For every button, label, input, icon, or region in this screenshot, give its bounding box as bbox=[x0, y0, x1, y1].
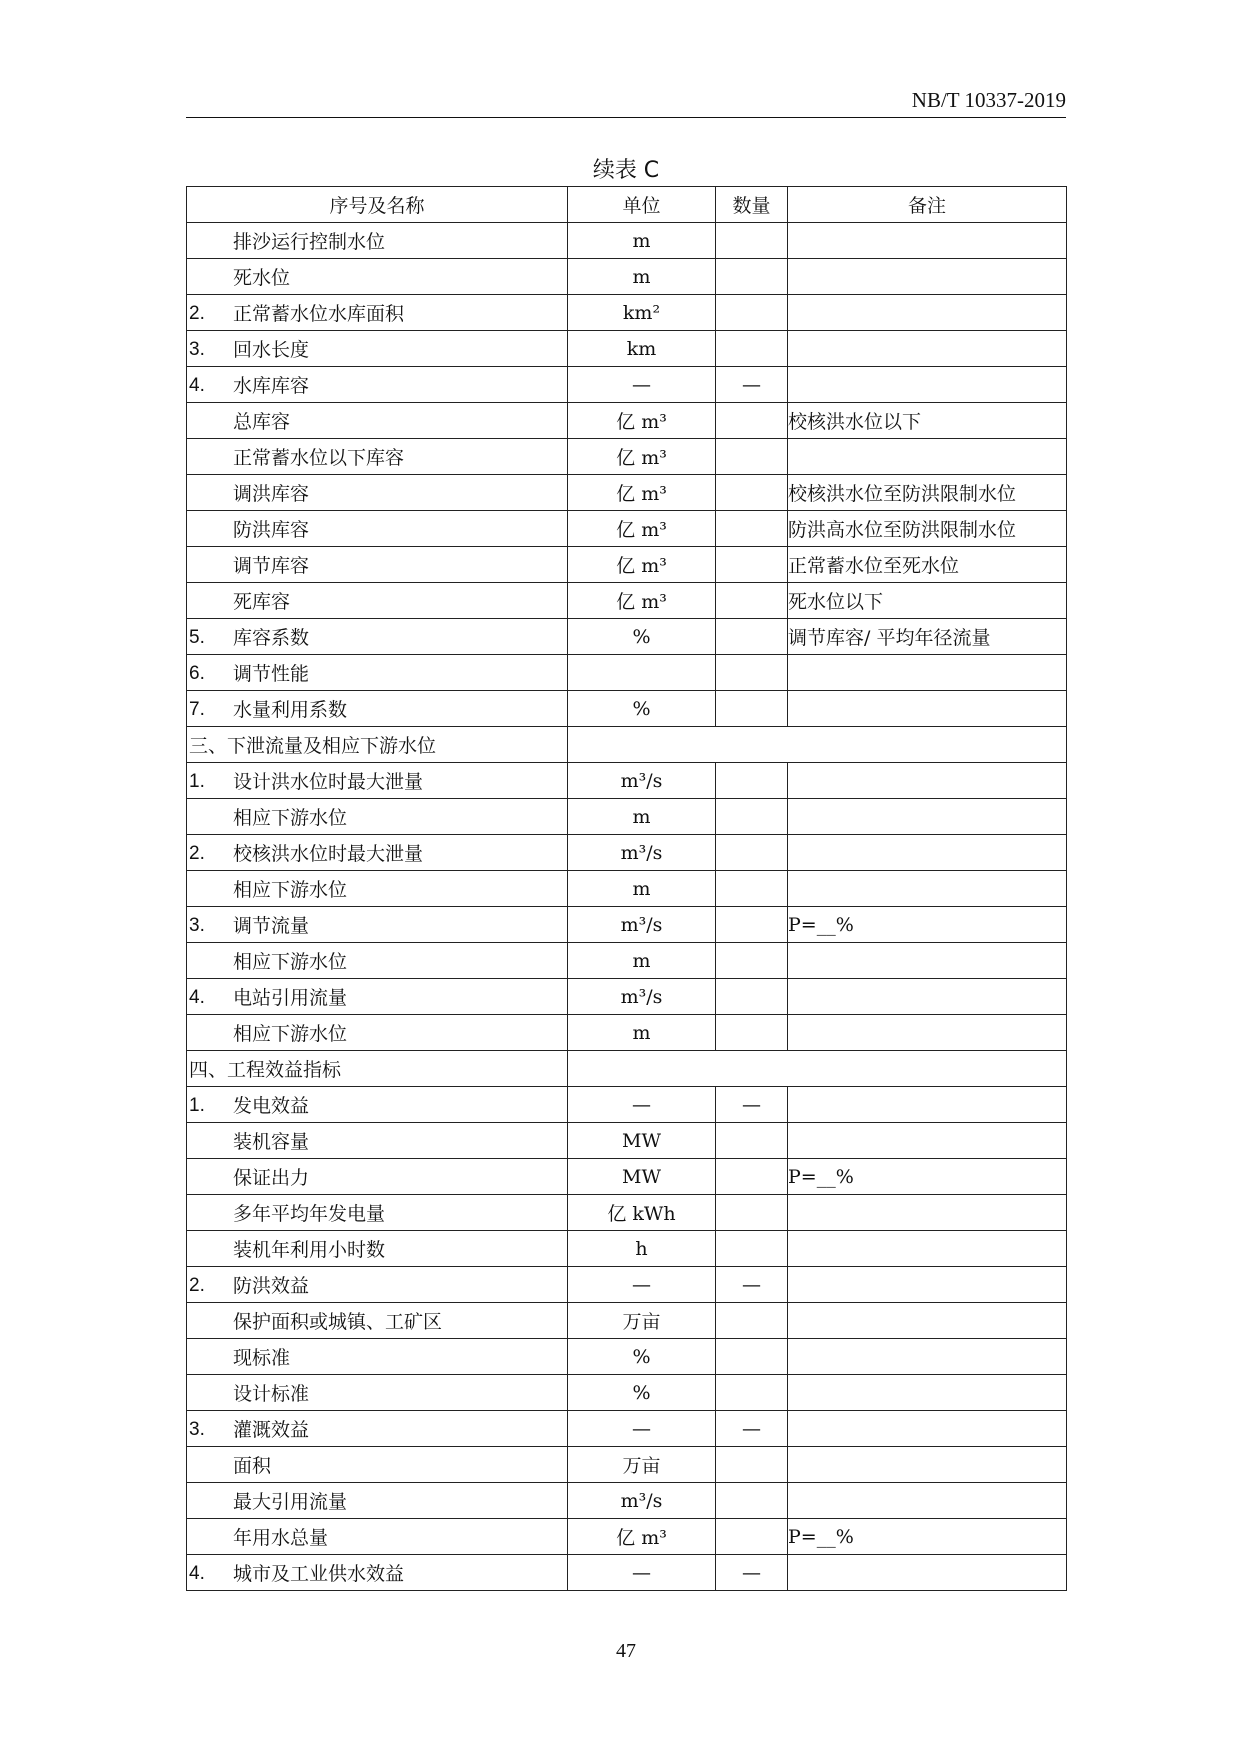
note-cell bbox=[788, 943, 1067, 979]
section-empty-cell bbox=[568, 1051, 1067, 1087]
item-name: 多年平均年发电量 bbox=[233, 1203, 386, 1225]
item-name-cell bbox=[187, 1231, 568, 1267]
unit-cell: 万亩 bbox=[568, 1303, 716, 1339]
note-cell bbox=[788, 763, 1067, 799]
table-row bbox=[187, 259, 1067, 295]
quantity-cell bbox=[716, 1195, 788, 1231]
quantity-cell: — bbox=[716, 367, 788, 403]
table-row bbox=[187, 475, 1067, 511]
note-cell bbox=[788, 871, 1067, 907]
item-name-cell bbox=[187, 403, 568, 439]
item-number: 1. bbox=[189, 1095, 205, 1116]
item-number: 4. bbox=[189, 987, 205, 1008]
item-name: 设计洪水位时最大泄量 bbox=[233, 771, 424, 793]
unit-cell: 亿 m³ bbox=[568, 547, 716, 583]
note-cell bbox=[788, 1231, 1067, 1267]
header-note: 备注 bbox=[788, 187, 1067, 223]
unit-cell: — bbox=[568, 1087, 716, 1123]
note-cell bbox=[788, 331, 1067, 367]
item-name-cell bbox=[187, 1555, 568, 1591]
item-name-cell bbox=[187, 439, 568, 475]
note-cell bbox=[788, 1015, 1067, 1051]
section-title: 三、下泄流量及相应下游水位 bbox=[189, 735, 437, 757]
table-row bbox=[187, 1231, 1067, 1267]
item-number: 4. bbox=[189, 1563, 205, 1584]
note-cell bbox=[788, 1303, 1067, 1339]
header-name: 序号及名称 bbox=[187, 187, 568, 223]
table-row bbox=[187, 1159, 1067, 1195]
item-name: 调节性能 bbox=[233, 663, 310, 685]
item-name-cell bbox=[187, 1375, 568, 1411]
table-row bbox=[187, 1267, 1067, 1303]
item-name: 正常蓄水位水库面积 bbox=[233, 303, 405, 325]
note-cell bbox=[788, 1123, 1067, 1159]
item-name: 城市及工业供水效益 bbox=[233, 1563, 405, 1585]
quantity-cell: — bbox=[716, 1087, 788, 1123]
note-cell bbox=[788, 1411, 1067, 1447]
item-name: 回水长度 bbox=[233, 339, 310, 361]
unit-cell: m³/s bbox=[568, 763, 716, 799]
note-cell: P=__% bbox=[788, 1159, 1067, 1195]
unit-cell: 亿 kWh bbox=[568, 1195, 716, 1231]
item-name-cell bbox=[187, 763, 568, 799]
unit-cell: 亿 m³ bbox=[568, 511, 716, 547]
item-name: 库容系数 bbox=[233, 627, 310, 649]
note-cell bbox=[788, 1447, 1067, 1483]
unit-cell: 亿 m³ bbox=[568, 583, 716, 619]
item-number: 3. bbox=[189, 339, 205, 360]
table-row bbox=[187, 223, 1067, 259]
item-name: 死库容 bbox=[233, 591, 291, 613]
note-cell bbox=[788, 1267, 1067, 1303]
item-name-cell bbox=[187, 1123, 568, 1159]
item-name-cell bbox=[187, 295, 568, 331]
quantity-cell bbox=[716, 547, 788, 583]
table-row bbox=[187, 367, 1067, 403]
item-name: 水量利用系数 bbox=[233, 699, 348, 721]
item-name-cell bbox=[187, 1267, 568, 1303]
note-cell: 校核洪水位以下 bbox=[788, 403, 1067, 439]
unit-cell: — bbox=[568, 1555, 716, 1591]
item-name: 设计标准 bbox=[233, 1383, 310, 1405]
item-name: 装机容量 bbox=[233, 1131, 310, 1153]
table-row bbox=[187, 691, 1067, 727]
quantity-cell bbox=[716, 691, 788, 727]
item-name-cell bbox=[187, 1483, 568, 1519]
item-name-cell bbox=[187, 835, 568, 871]
item-name: 灌溉效益 bbox=[233, 1419, 310, 1441]
table-row bbox=[187, 1303, 1067, 1339]
note-cell: 校核洪水位至防洪限制水位 bbox=[788, 475, 1067, 511]
item-name-cell bbox=[187, 1015, 568, 1051]
unit-cell: km bbox=[568, 331, 716, 367]
item-name: 水库库容 bbox=[233, 375, 310, 397]
unit-cell: — bbox=[568, 1267, 716, 1303]
unit-cell: 亿 m³ bbox=[568, 439, 716, 475]
quantity-cell: — bbox=[716, 1555, 788, 1591]
item-name: 防洪效益 bbox=[233, 1275, 310, 1297]
item-name: 相应下游水位 bbox=[233, 1023, 348, 1045]
quantity-cell bbox=[716, 907, 788, 943]
unit-cell: m³/s bbox=[568, 907, 716, 943]
item-number: 3. bbox=[189, 915, 205, 936]
unit-cell: m bbox=[568, 799, 716, 835]
unit-cell: m³/s bbox=[568, 1483, 716, 1519]
unit-cell: MW bbox=[568, 1159, 716, 1195]
table-row bbox=[187, 763, 1067, 799]
unit-cell: m³/s bbox=[568, 835, 716, 871]
unit-cell: 亿 m³ bbox=[568, 475, 716, 511]
item-number: 4. bbox=[189, 375, 205, 396]
quantity-cell: — bbox=[716, 1411, 788, 1447]
item-name: 总库容 bbox=[233, 411, 291, 433]
quantity-cell bbox=[716, 331, 788, 367]
table-row bbox=[187, 655, 1067, 691]
table-row bbox=[187, 871, 1067, 907]
note-cell bbox=[788, 655, 1067, 691]
table-row bbox=[187, 1375, 1067, 1411]
item-name: 调洪库容 bbox=[233, 483, 310, 505]
quantity-cell bbox=[716, 943, 788, 979]
table-row bbox=[187, 403, 1067, 439]
unit-cell: — bbox=[568, 367, 716, 403]
note-cell bbox=[788, 979, 1067, 1015]
table-row bbox=[187, 979, 1067, 1015]
item-name-cell bbox=[187, 1195, 568, 1231]
item-name-cell bbox=[187, 1519, 568, 1555]
quantity-cell bbox=[716, 1303, 788, 1339]
item-name-cell bbox=[187, 1339, 568, 1375]
unit-cell: km² bbox=[568, 295, 716, 331]
standard-code: NB/T 10337-2019 bbox=[911, 88, 1066, 112]
item-name: 保护面积或城镇、工矿区 bbox=[233, 1311, 443, 1333]
quantity-cell bbox=[716, 1159, 788, 1195]
note-cell bbox=[788, 1339, 1067, 1375]
quantity-cell bbox=[716, 259, 788, 295]
note-cell bbox=[788, 259, 1067, 295]
table-row bbox=[187, 1123, 1067, 1159]
unit-cell: — bbox=[568, 1411, 716, 1447]
table-row bbox=[187, 1339, 1067, 1375]
item-name: 调节流量 bbox=[233, 915, 310, 937]
item-name-cell bbox=[187, 655, 568, 691]
quantity-cell bbox=[716, 835, 788, 871]
unit-cell: 万亩 bbox=[568, 1447, 716, 1483]
unit-cell: MW bbox=[568, 1123, 716, 1159]
note-cell bbox=[788, 691, 1067, 727]
item-name: 现标准 bbox=[233, 1347, 291, 1369]
item-name: 年用水总量 bbox=[233, 1527, 329, 1549]
quantity-cell bbox=[716, 223, 788, 259]
unit-cell bbox=[568, 655, 716, 691]
quantity-cell bbox=[716, 655, 788, 691]
unit-cell: m³/s bbox=[568, 979, 716, 1015]
section-title-cell bbox=[187, 1051, 568, 1087]
unit-cell: % bbox=[568, 1339, 716, 1375]
quantity-cell bbox=[716, 403, 788, 439]
item-name: 装机年利用小时数 bbox=[233, 1239, 386, 1261]
item-name: 相应下游水位 bbox=[233, 807, 348, 829]
item-number: 5. bbox=[189, 627, 205, 648]
note-cell bbox=[788, 1195, 1067, 1231]
table-row bbox=[187, 1015, 1067, 1051]
note-cell bbox=[788, 1375, 1067, 1411]
note-cell bbox=[788, 295, 1067, 331]
table-row bbox=[187, 1195, 1067, 1231]
table-row bbox=[187, 295, 1067, 331]
unit-cell: % bbox=[568, 1375, 716, 1411]
section-row bbox=[187, 727, 1067, 763]
note-cell bbox=[788, 1087, 1067, 1123]
quantity-cell bbox=[716, 979, 788, 1015]
note-cell bbox=[788, 835, 1067, 871]
section-row bbox=[187, 1051, 1067, 1087]
table-row bbox=[187, 511, 1067, 547]
note-cell bbox=[788, 799, 1067, 835]
item-name-cell bbox=[187, 691, 568, 727]
unit-cell: h bbox=[568, 1231, 716, 1267]
table-row bbox=[187, 835, 1067, 871]
note-cell bbox=[788, 439, 1067, 475]
quantity-cell bbox=[716, 871, 788, 907]
item-name: 最大引用流量 bbox=[233, 1491, 348, 1513]
quantity-cell bbox=[716, 619, 788, 655]
section-title: 四、工程效益指标 bbox=[189, 1059, 342, 1081]
item-name-cell bbox=[187, 1447, 568, 1483]
header-rule bbox=[186, 117, 1066, 118]
table-row bbox=[187, 1519, 1067, 1555]
table-row bbox=[187, 1555, 1067, 1591]
table-row bbox=[187, 583, 1067, 619]
header-unit: 单位 bbox=[568, 187, 716, 223]
quantity-cell bbox=[716, 1123, 788, 1159]
page-number: 47 bbox=[616, 1640, 636, 1662]
table-body bbox=[187, 223, 1067, 1591]
item-name-cell bbox=[187, 979, 568, 1015]
table-row bbox=[187, 1411, 1067, 1447]
section-empty-cell bbox=[568, 727, 1067, 763]
quantity-cell bbox=[716, 511, 788, 547]
quantity-cell bbox=[716, 1231, 788, 1267]
parameter-table bbox=[186, 186, 1067, 1591]
item-name: 相应下游水位 bbox=[233, 951, 348, 973]
item-name-cell bbox=[187, 223, 568, 259]
quantity-cell bbox=[716, 1375, 788, 1411]
note-cell: 防洪高水位至防洪限制水位 bbox=[788, 511, 1067, 547]
item-number: 3. bbox=[189, 1419, 205, 1440]
note-cell: P=__% bbox=[788, 907, 1067, 943]
quantity-cell bbox=[716, 1447, 788, 1483]
quantity-cell bbox=[716, 799, 788, 835]
note-cell bbox=[788, 1555, 1067, 1591]
note-cell: P=__% bbox=[788, 1519, 1067, 1555]
note-cell bbox=[788, 367, 1067, 403]
item-name-cell bbox=[187, 619, 568, 655]
item-name: 排沙运行控制水位 bbox=[233, 231, 386, 253]
table-row bbox=[187, 799, 1067, 835]
item-name: 校核洪水位时最大泄量 bbox=[233, 843, 424, 865]
table-row bbox=[187, 907, 1067, 943]
item-name-cell bbox=[187, 1411, 568, 1447]
item-name: 调节库容 bbox=[233, 555, 310, 577]
header-qty: 数量 bbox=[716, 187, 788, 223]
item-name-cell bbox=[187, 583, 568, 619]
unit-cell: 亿 m³ bbox=[568, 1519, 716, 1555]
quantity-cell bbox=[716, 763, 788, 799]
note-cell: 调节库容/ 平均年径流量 bbox=[788, 619, 1067, 655]
item-name-cell bbox=[187, 871, 568, 907]
unit-cell: m bbox=[568, 259, 716, 295]
item-name-cell bbox=[187, 511, 568, 547]
item-name: 相应下游水位 bbox=[233, 879, 348, 901]
item-name-cell bbox=[187, 367, 568, 403]
quantity-cell bbox=[716, 1015, 788, 1051]
table-row bbox=[187, 331, 1067, 367]
table-row bbox=[187, 943, 1067, 979]
table-row bbox=[187, 439, 1067, 475]
item-name-cell bbox=[187, 259, 568, 295]
section-title-cell bbox=[187, 727, 568, 763]
item-name-cell bbox=[187, 943, 568, 979]
note-cell bbox=[788, 223, 1067, 259]
item-number: 1. bbox=[189, 771, 205, 792]
quantity-cell bbox=[716, 1519, 788, 1555]
item-name: 保证出力 bbox=[233, 1167, 310, 1189]
item-name: 死水位 bbox=[233, 267, 291, 289]
item-number: 2. bbox=[189, 303, 205, 324]
item-name: 面积 bbox=[233, 1455, 272, 1477]
item-name-cell bbox=[187, 1303, 568, 1339]
item-name: 防洪库容 bbox=[233, 519, 310, 541]
item-number: 2. bbox=[189, 1275, 205, 1296]
quantity-cell bbox=[716, 583, 788, 619]
item-name-cell bbox=[187, 907, 568, 943]
unit-cell: m bbox=[568, 1015, 716, 1051]
item-name-cell bbox=[187, 475, 568, 511]
quantity-cell bbox=[716, 439, 788, 475]
item-name-cell bbox=[187, 799, 568, 835]
table-row bbox=[187, 1483, 1067, 1519]
table-row bbox=[187, 547, 1067, 583]
quantity-cell: — bbox=[716, 1267, 788, 1303]
table-caption: 续表 C bbox=[592, 158, 660, 183]
quantity-cell bbox=[716, 475, 788, 511]
unit-cell: 亿 m³ bbox=[568, 403, 716, 439]
table-row bbox=[187, 1087, 1067, 1123]
item-name-cell bbox=[187, 1159, 568, 1195]
note-cell: 死水位以下 bbox=[788, 583, 1067, 619]
quantity-cell bbox=[716, 1339, 788, 1375]
item-name-cell bbox=[187, 547, 568, 583]
quantity-cell bbox=[716, 295, 788, 331]
unit-cell: m bbox=[568, 943, 716, 979]
item-name: 电站引用流量 bbox=[233, 987, 348, 1009]
item-number: 6. bbox=[189, 663, 205, 684]
item-number: 7. bbox=[189, 699, 205, 720]
item-name-cell bbox=[187, 1087, 568, 1123]
table-row bbox=[187, 619, 1067, 655]
note-cell bbox=[788, 1483, 1067, 1519]
unit-cell: m bbox=[568, 223, 716, 259]
unit-cell: % bbox=[568, 619, 716, 655]
table-header-row bbox=[187, 187, 1067, 223]
item-name: 正常蓄水位以下库容 bbox=[233, 447, 405, 469]
item-name-cell bbox=[187, 331, 568, 367]
table-row bbox=[187, 1447, 1067, 1483]
note-cell: 正常蓄水位至死水位 bbox=[788, 547, 1067, 583]
item-number: 2. bbox=[189, 843, 205, 864]
unit-cell: % bbox=[568, 691, 716, 727]
quantity-cell bbox=[716, 1483, 788, 1519]
item-name: 发电效益 bbox=[233, 1095, 310, 1117]
unit-cell: m bbox=[568, 871, 716, 907]
